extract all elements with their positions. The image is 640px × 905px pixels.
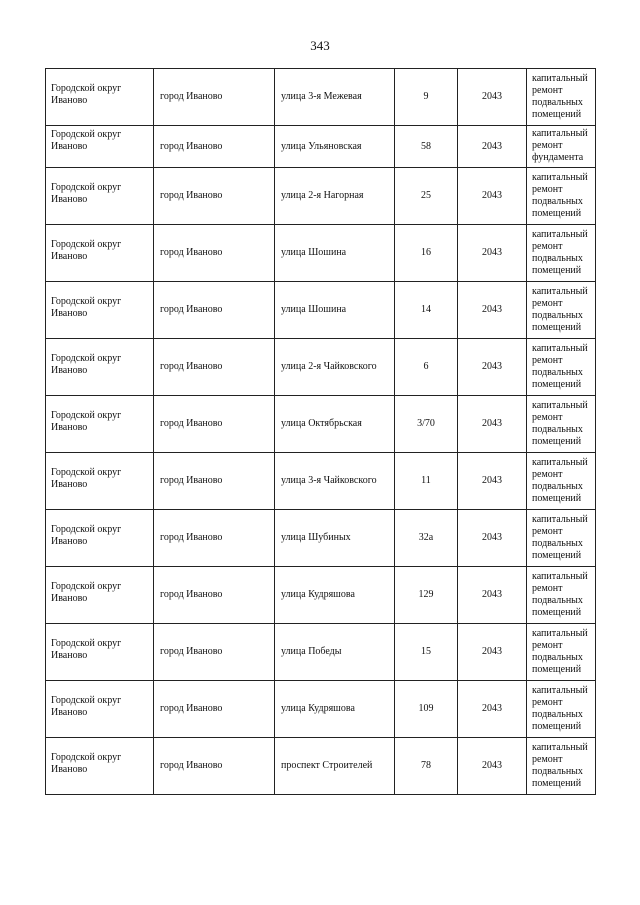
street-cell: улица 2-я Чайковского xyxy=(275,339,395,396)
gorod-cell: город Иваново xyxy=(154,396,275,453)
gorod-cell: город Иваново xyxy=(154,681,275,738)
year-cell: 2043 xyxy=(458,396,527,453)
street-cell: улица 3-я Межевая xyxy=(275,69,395,126)
year-cell: 2043 xyxy=(458,225,527,282)
work-type-cell: капитальный ремонт подвальных помещений xyxy=(527,738,596,795)
gorod-cell: город Иваново xyxy=(154,567,275,624)
table-row xyxy=(46,738,596,795)
repair-table xyxy=(45,68,596,795)
house-number-cell: 58 xyxy=(395,126,458,168)
work-type-cell: капитальный ремонт подвальных помещений xyxy=(527,624,596,681)
street-cell: улица Кудряшова xyxy=(275,681,395,738)
year-cell: 2043 xyxy=(458,624,527,681)
street-cell: улица Шошина xyxy=(275,225,395,282)
year-cell: 2043 xyxy=(458,282,527,339)
year-cell: 2043 xyxy=(458,69,527,126)
street-cell: улица 2-я Нагорная xyxy=(275,168,395,225)
gorod-cell: город Иваново xyxy=(154,126,275,168)
okrug-cell: Городской округ Иваново xyxy=(46,510,154,567)
work-type-cell: капитальный ремонт подвальных помещений xyxy=(527,168,596,225)
house-number-cell: 9 xyxy=(395,69,458,126)
gorod-cell: город Иваново xyxy=(154,624,275,681)
okrug-cell: Городской округ Иваново xyxy=(46,453,154,510)
table-row xyxy=(46,282,596,339)
table-row xyxy=(46,168,596,225)
okrug-cell: Городской округ Иваново xyxy=(46,225,154,282)
gorod-cell: город Иваново xyxy=(154,225,275,282)
street-cell: улица Ульяновская xyxy=(275,126,395,168)
gorod-cell: город Иваново xyxy=(154,282,275,339)
okrug-cell: Городской округ Иваново xyxy=(46,738,154,795)
street-cell: улица Октябрьская xyxy=(275,396,395,453)
gorod-cell: город Иваново xyxy=(154,339,275,396)
okrug-cell: Городской округ Иваново xyxy=(46,168,154,225)
house-number-cell: 25 xyxy=(395,168,458,225)
work-type-cell: капитальный ремонт подвальных помещений xyxy=(527,681,596,738)
street-cell: улица 3-я Чайковского xyxy=(275,453,395,510)
okrug-cell: Городской округ Иваново xyxy=(46,69,154,126)
house-number-cell: 32а xyxy=(395,510,458,567)
table-row xyxy=(46,567,596,624)
okrug-cell: Городской округ Иваново xyxy=(46,681,154,738)
okrug-cell: Городской округ Иваново xyxy=(46,339,154,396)
year-cell: 2043 xyxy=(458,567,527,624)
work-type-cell: капитальный ремонт подвальных помещений xyxy=(527,510,596,567)
year-cell: 2043 xyxy=(458,168,527,225)
street-cell: улица Кудряшова xyxy=(275,567,395,624)
work-type-cell: капитальный ремонт подвальных помещений xyxy=(527,339,596,396)
table-row xyxy=(46,624,596,681)
year-cell: 2043 xyxy=(458,510,527,567)
house-number-cell: 15 xyxy=(395,624,458,681)
work-type-cell: капитальный ремонт подвальных помещений xyxy=(527,69,596,126)
work-type-cell: капитальный ремонт подвальных помещений xyxy=(527,282,596,339)
house-number-cell: 129 xyxy=(395,567,458,624)
house-number-cell: 6 xyxy=(395,339,458,396)
okrug-cell: Городской округ Иваново xyxy=(46,624,154,681)
work-type-cell: капитальный ремонт подвальных помещений xyxy=(527,453,596,510)
table-row xyxy=(46,225,596,282)
year-cell: 2043 xyxy=(458,453,527,510)
table-row xyxy=(46,339,596,396)
work-type-cell: капитальный ремонт подвальных помещений xyxy=(527,567,596,624)
okrug-cell: Городской округ Иваново xyxy=(46,396,154,453)
table-row xyxy=(46,510,596,567)
year-cell: 2043 xyxy=(458,339,527,396)
street-cell: проспект Строителей xyxy=(275,738,395,795)
table-row xyxy=(46,126,596,168)
house-number-cell: 11 xyxy=(395,453,458,510)
street-cell: улица Победы xyxy=(275,624,395,681)
table-row xyxy=(46,69,596,126)
gorod-cell: город Иваново xyxy=(154,453,275,510)
table-row xyxy=(46,396,596,453)
table-row xyxy=(46,453,596,510)
work-type-cell: капитальный ремонт подвальных помещений xyxy=(527,225,596,282)
house-number-cell: 78 xyxy=(395,738,458,795)
page-number: 343 xyxy=(310,38,330,53)
gorod-cell: город Иваново xyxy=(154,168,275,225)
table-row xyxy=(46,681,596,738)
house-number-cell: 16 xyxy=(395,225,458,282)
okrug-cell: Городской округ Иваново xyxy=(46,567,154,624)
work-type-cell: капитальный ремонт подвальных помещений xyxy=(527,396,596,453)
work-type-cell: капитальный ремонт фундамента xyxy=(527,126,596,168)
year-cell: 2043 xyxy=(458,126,527,168)
house-number-cell: 3/70 xyxy=(395,396,458,453)
house-number-cell: 14 xyxy=(395,282,458,339)
gorod-cell: город Иваново xyxy=(154,738,275,795)
okrug-cell: Городской округ Иваново xyxy=(46,126,154,168)
street-cell: улица Шубиных xyxy=(275,510,395,567)
gorod-cell: город Иваново xyxy=(154,69,275,126)
house-number-cell: 109 xyxy=(395,681,458,738)
gorod-cell: город Иваново xyxy=(154,510,275,567)
okrug-cell: Городской округ Иваново xyxy=(46,282,154,339)
year-cell: 2043 xyxy=(458,738,527,795)
street-cell: улица Шошина xyxy=(275,282,395,339)
year-cell: 2043 xyxy=(458,681,527,738)
